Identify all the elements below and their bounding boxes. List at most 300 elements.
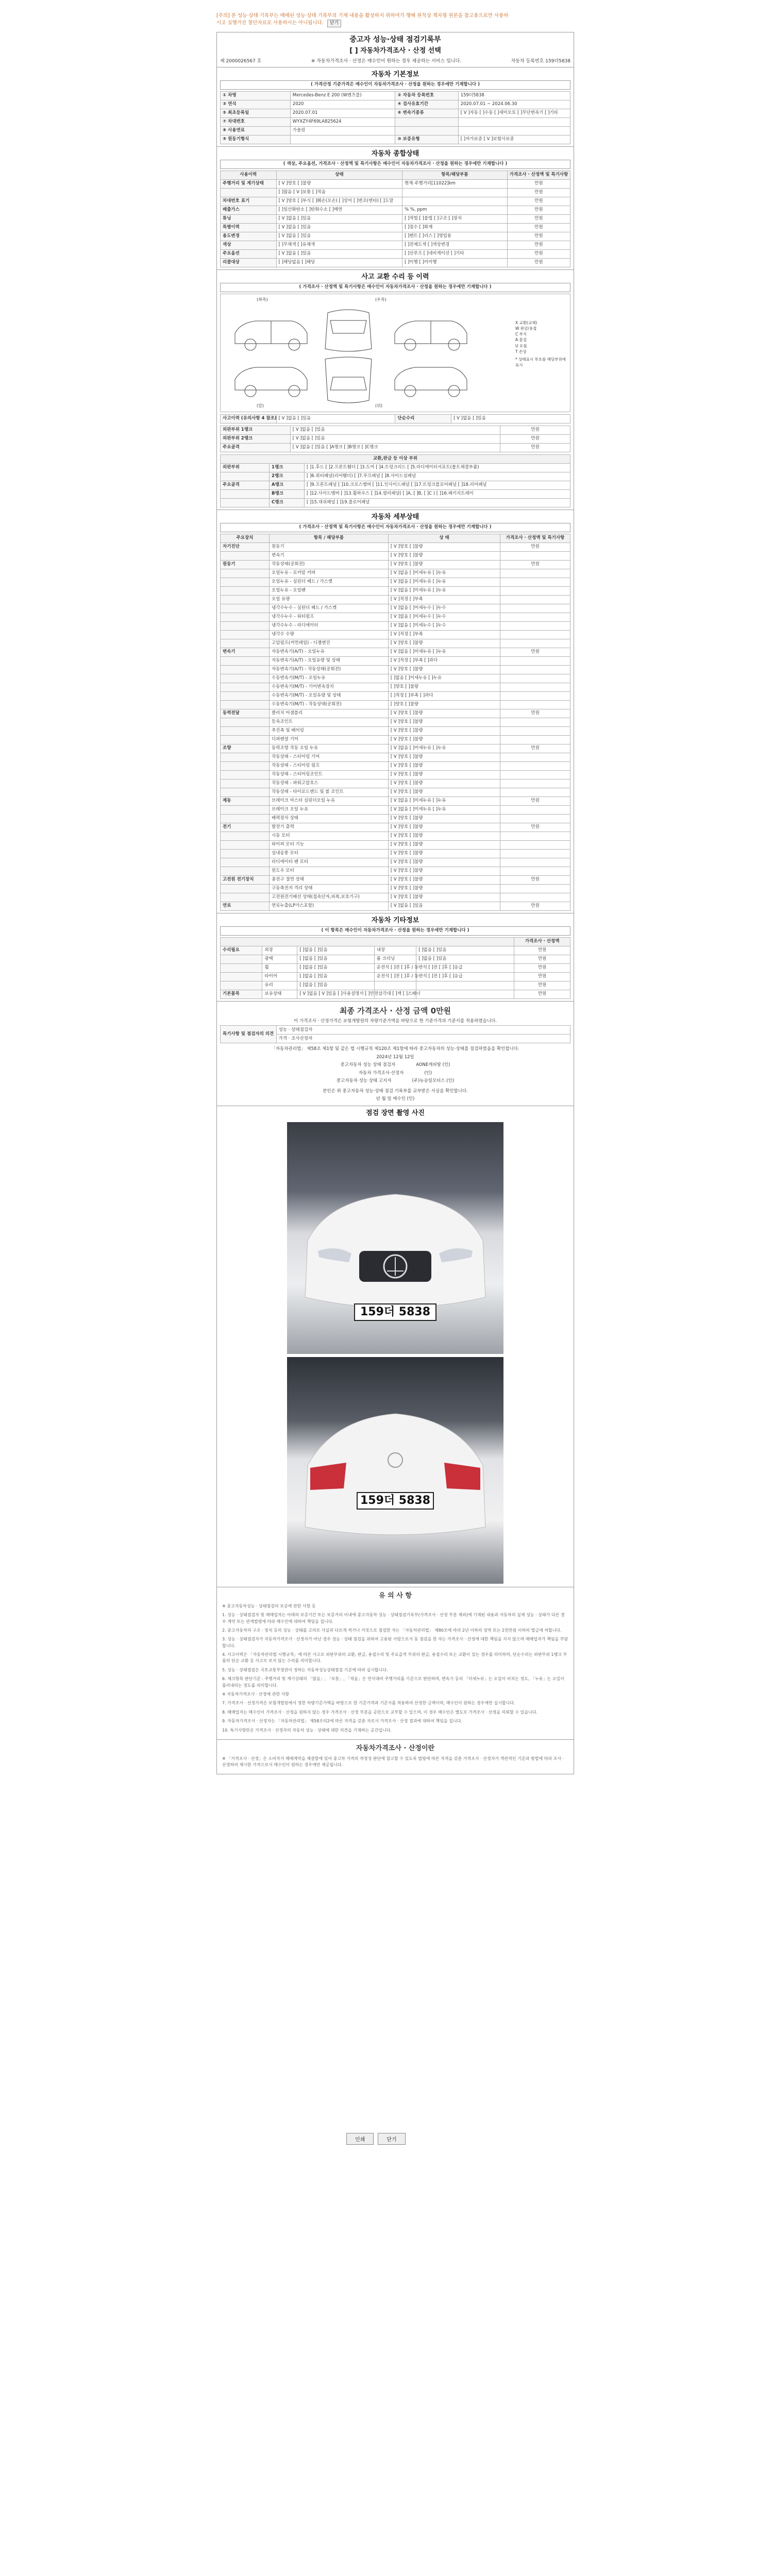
detail-cell xyxy=(500,656,570,665)
detail-cell xyxy=(500,613,570,621)
detail-cell xyxy=(221,840,270,849)
overall-cell: 만원 xyxy=(507,232,570,241)
detail-cell: 전기 xyxy=(221,823,270,832)
detail-cell: 변속기 xyxy=(270,551,389,560)
basic-value xyxy=(458,117,570,126)
exterior-cell: [ ]1.후드 [ ]2.프론트휀더 [ ]3.도어 [ ]4.트렁크리드 [ ]5.라디에이터서포트(볼트체결부품) xyxy=(304,463,570,472)
detail-cell xyxy=(221,604,270,613)
detail-cell xyxy=(500,718,570,726)
detail-row xyxy=(221,893,570,902)
note-item: 3. 성능 · 상태점검자가 자동차가격조사 · 산정자가 아닌 경우 성능 · 상태 점검을 위하여 고용된 사람으로서 동 점검을 한 자는 가격조사 · 산정에 대한 책임을 지지 않으며 매매업자가 책임을 부담합니다. xyxy=(222,1637,568,1648)
detail-row xyxy=(221,726,570,735)
basic-value: 2020.07.01 xyxy=(290,109,395,117)
detail-cell xyxy=(500,569,570,578)
detail-header: 주요장치 xyxy=(221,534,270,543)
detail-cell: 오일누유 - 오일팬 xyxy=(270,586,389,595)
detail-cell: 오일누유 - 로커암 커버 xyxy=(270,569,389,578)
other-cell xyxy=(221,981,262,990)
overall-cell: [ V ]없음 [ ]있음 xyxy=(276,249,402,258)
detail-cell: 자동변속기(A/T) - 오일누유 xyxy=(270,648,389,656)
basic-value xyxy=(290,135,395,144)
detail-row xyxy=(221,823,570,832)
detail-row xyxy=(221,805,570,814)
detail-cell xyxy=(221,578,270,586)
legend-item: U 요철 xyxy=(515,343,527,348)
detail-cell xyxy=(221,788,270,796)
overall-cell: 주요옵션 xyxy=(221,249,277,258)
basic-section-note: ( 가격산정 기준가격은 매수인이 자동차가격조사 · 산정을 원하는 경우에만 기재합니다 ) xyxy=(220,80,570,89)
overall-cell: 색상 xyxy=(221,241,277,249)
detail-cell xyxy=(500,578,570,586)
overall-cell: 만원 xyxy=(507,197,570,206)
detail-cell xyxy=(221,770,270,779)
detail-cell: [ V ]양호 [ ]불량 xyxy=(388,639,500,648)
special-label: 특기사항 및 점검자의 의견 xyxy=(221,1026,277,1043)
front-photo xyxy=(287,1122,503,1354)
basic-label: ② 자동차 등록번호 xyxy=(395,91,458,100)
other-row xyxy=(221,946,570,955)
detail-cell: 충전구 절연 상태 xyxy=(270,875,389,884)
accident-cell: 주요골격 xyxy=(221,443,291,452)
detail-row xyxy=(221,613,570,621)
car-rear-icon xyxy=(287,1357,503,1584)
detail-row xyxy=(221,753,570,761)
exterior-cell: 2랭크 xyxy=(270,472,305,481)
other-cell: 유리 xyxy=(262,981,297,990)
overall-row xyxy=(221,241,570,249)
detail-cell xyxy=(221,691,270,700)
doc-note: ※ 자동차가격조사 · 산정은 매수인이 원하는 경우 제공하는 서비스 입니다. xyxy=(311,59,462,64)
other-cell: 내장 xyxy=(374,946,416,955)
accident-section-title: 사고 교환 수리 등 이력 xyxy=(217,269,574,283)
rear-photo xyxy=(287,1357,503,1584)
detail-row xyxy=(221,840,570,849)
legend-item: A 흠집 xyxy=(515,337,527,343)
overall-cell: 만원 xyxy=(507,206,570,214)
detail-cell: 브레이크 마스터 실린더오일 누유 xyxy=(270,796,389,805)
sig2-value: (인) xyxy=(424,1070,432,1076)
inspection-document xyxy=(216,32,574,1774)
other-cell xyxy=(416,981,514,990)
detail-cell: [ V ]없음 [ ]미세누유 [ ]누유 xyxy=(388,569,500,578)
detail-section-note: ( 가격조사 · 산정액 및 특기사항은 매수인이 자동차가격조사 · 산정을 원하는 경우에만 기재합니다 ) xyxy=(220,523,570,532)
detail-cell: 만원 xyxy=(500,560,570,569)
detail-row xyxy=(221,735,570,744)
appraisal-definition-text: ※ 「가격조사 · 산정」은 소비자가 매매계약을 체결함에 있어 중고차 가격의 적정성 판단에 참고할 수 있도록 법령에 따른 자격을 갖춘 가격조사 · 산정자가 객관적인 기준과 방법에 따라 조사 · 산정하여 제시한 가격으로서 매수인이 원하는 경우에만 제공됩니다. xyxy=(222,1756,564,1767)
basic-value: [ ]자가보증 [ V ]보험사보증 xyxy=(458,135,570,144)
detail-cell: [ V ]양호 [ ]불량 xyxy=(388,753,500,761)
other-cell: [ ]없음 [ ]있음 xyxy=(297,955,374,963)
overall-cell: [ ]이행 [ ]미이행 xyxy=(402,258,508,267)
basic-row xyxy=(221,109,570,117)
document-title: 중고자 성능·상태 점검기록부 xyxy=(349,36,441,44)
detail-cell xyxy=(500,621,570,630)
detail-row xyxy=(221,648,570,656)
other-row xyxy=(221,963,570,972)
detail-cell: [ V ]양호 [ ]불량 xyxy=(388,779,500,788)
special-row-inspector: 성능 · 상태점검자 xyxy=(276,1026,570,1035)
accident-rank-row xyxy=(221,426,570,434)
detail-cell: [ V ]없음 [ ]미세누유 [ ]누유 xyxy=(388,586,500,595)
detail-cell: [ V ]양호 [ ]불량 xyxy=(388,543,500,551)
detail-header: 가격조사 · 산정액 및 특기사항 xyxy=(500,534,570,543)
detail-cell: [ ]적정 [ ]부족 [ ]과다 xyxy=(388,691,500,700)
detail-row xyxy=(221,674,570,683)
detail-cell: [ V ]양호 [ ]불량 xyxy=(388,735,500,744)
detail-cell xyxy=(500,788,570,796)
overall-cell: 주행거리 및 계기상태 xyxy=(221,179,277,188)
other-row xyxy=(221,990,570,998)
detail-cell xyxy=(221,656,270,665)
detail-cell xyxy=(221,674,270,683)
detail-cell: 냉각수누수 - 라디에이터 xyxy=(270,621,389,630)
detail-cell xyxy=(221,735,270,744)
reg-info xyxy=(511,58,570,64)
close-button[interactable]: 닫기 xyxy=(378,2133,405,2145)
receipt-signature: 년 월 일 매수인 (인) xyxy=(376,1096,415,1102)
basic-label: ⑥ 변속기종류 xyxy=(395,109,458,117)
sig3-value: (주)뉴승일모터스 (인) xyxy=(412,1078,455,1084)
accident-section-note: ( 가격조사 · 산정액 및 특기사항은 매수인이 자동차가격조사 · 산정을 원하는 경우에만 기재합니다 ) xyxy=(220,283,570,292)
overall-cell: [ ]많음 [ V ]보통 [ ]적음 xyxy=(276,188,402,197)
detail-row xyxy=(221,788,570,796)
other-cell: 타이어 xyxy=(262,972,297,981)
detail-cell: 자동변속기(A/T) - 작동상태(공회전) xyxy=(270,665,389,674)
detail-cell: [ V ]없음 [ ]미세누수 [ ]누수 xyxy=(388,621,500,630)
accident-cell: 외판부위 2랭크 xyxy=(221,434,291,443)
appraisal-definition-title: 자동차가격조사 · 산정이란 xyxy=(217,1739,574,1756)
detail-cell xyxy=(221,858,270,867)
note-item: 8. 매매업자는 매수인이 가격조사 · 산정을 원하지 않는 경우 가격조사 · 산정 부분을 공란으로 교부할 수 있으며, 이 경우 매수인은 별도로 가격조사 · 산정을 의뢰할 수 있습니다. xyxy=(222,1709,537,1715)
detail-cell: 연료누출(LP가스포함) xyxy=(270,902,389,910)
other-cell: 운전석 [ ]전 [ ]후 / 동반석 [ ]전 [ ]후 [ ]응급 xyxy=(374,972,416,981)
overall-cell: [ V ]없음 [ ]있음 xyxy=(276,223,402,232)
exterior-row xyxy=(221,498,570,507)
special-row-appraiser: 가격 · 조사산정자 xyxy=(276,1035,570,1043)
detail-cell xyxy=(500,604,570,613)
notes-heading: ※ 중고자동차성능 · 상태점검의 보증에 관한 사항 등 xyxy=(222,1603,316,1608)
basic-label xyxy=(395,126,458,135)
detail-cell xyxy=(500,726,570,735)
detail-cell: 고전원 전기장치 xyxy=(221,875,270,884)
overall-cell: [ ]무채색 [ ]유채색 xyxy=(276,241,402,249)
basic-label: ⑦ 차대번호 xyxy=(221,117,291,126)
detail-cell: 배력장치 상태 xyxy=(270,814,389,823)
notice-banner xyxy=(216,12,510,27)
detail-cell xyxy=(221,569,270,578)
other-price-cell: 만원 xyxy=(514,955,570,963)
detail-cell: [ V ]적정 [ ]부족 xyxy=(388,595,500,604)
exterior-cell xyxy=(221,472,270,481)
front-license-plate: 159더 5838 xyxy=(354,1303,436,1321)
detail-cell: [ V ]양호 [ ]불량 xyxy=(388,814,500,823)
detail-row xyxy=(221,630,570,639)
detail-row xyxy=(221,578,570,586)
detail-cell: [ ]양호 [ ]불량 xyxy=(388,700,500,709)
detail-cell xyxy=(221,665,270,674)
notes-body xyxy=(217,1603,574,1739)
receipt-text: 본인은 위 중고자동차 성능·상태 점검 기록부를 교부받은 사실을 확인합니다. xyxy=(323,1088,468,1094)
exterior-cell xyxy=(221,498,270,507)
detail-cell: 수동변속기(M/T) - 기어변속장치 xyxy=(270,683,389,691)
overall-cell xyxy=(402,188,508,197)
basic-label: ⑧ 사용연료 xyxy=(221,126,291,135)
other-price-cell: 만원 xyxy=(514,946,570,955)
detail-cell: [ V ]양호 [ ]불량 xyxy=(388,665,500,674)
accident-table xyxy=(220,414,570,423)
overall-cell: [ ]일산화탄소 [ ]탄화수소 [ ]매연 xyxy=(276,206,402,214)
simple-repair-value: [ V ]없음 [ ]있음 xyxy=(451,414,570,423)
detail-cell xyxy=(500,691,570,700)
exterior-cell: C랭크 xyxy=(270,498,305,507)
detail-cell xyxy=(221,814,270,823)
reg-value: 159더5838 xyxy=(545,59,570,64)
basic-row xyxy=(221,135,570,144)
accident-cell: [ V ]없음 [ ]있음 xyxy=(290,434,500,443)
legend-item: W 판금/용접 xyxy=(515,326,537,331)
detail-cell xyxy=(221,613,270,621)
note-item: 10. 특기사항란은 가격조사 · 산정자의 자동차 성능 · 상태에 대한 의견을 기재하는 공간입니다. xyxy=(222,1727,392,1733)
detail-cell: [ V ]없음 [ ]미세누유 [ ]누유 xyxy=(388,578,500,586)
detail-cell: [ V ]양호 [ ]불량 xyxy=(388,849,500,858)
note-item: 7. 가격조사 · 산정가격은 보험개발원에서 정한 차량기준가액을 바탕으로 한 기준가격과 기준서를 적용하여 산정한 금액이며, 매수인이 원하는 경우에만 실시합니다. xyxy=(222,1701,515,1706)
overall-cell: [ ]전체도색 [ ]색상변경 xyxy=(402,241,508,249)
detail-cell: 원동기 xyxy=(270,543,389,551)
photos-section-title: 점검 장면 촬영 사진 xyxy=(217,1106,574,1120)
history-label: 사고이력 (유의사항 4 참조) xyxy=(221,414,277,423)
overall-row xyxy=(221,179,570,188)
other-cell xyxy=(416,990,514,998)
detail-cell: 만원 xyxy=(500,823,570,832)
detail-cell xyxy=(500,867,570,875)
detail-row xyxy=(221,604,570,613)
other-cell: [ ]없음 [ ]있음 xyxy=(297,963,374,972)
exterior-cell: 1랭크 xyxy=(270,463,305,472)
detail-cell: 작동상태 - 파워고압호스 xyxy=(270,779,389,788)
overall-cell xyxy=(402,197,508,206)
overall-cell: 현재 주행거리[11022]km xyxy=(402,179,508,188)
damage-legend xyxy=(515,320,567,368)
detail-cell: [ V ]없음 [ ]미세누수 [ ]누수 xyxy=(388,613,500,621)
basic-value: 159더5838 xyxy=(458,91,570,100)
sig3-label: 중고자동차 성능 상태 고지자 xyxy=(336,1078,392,1084)
detail-cell: 고전원전기배선 상태(접속단자,피복,보호기구) xyxy=(270,893,389,902)
overall-cell: 특별이력 xyxy=(221,223,277,232)
detail-cell: 작동상태 - 스티어링 기어 xyxy=(270,753,389,761)
detail-row xyxy=(221,595,570,604)
final-line1: 이 가격조사 · 산정가격은 보험개발원의 차량기준가액을 바탕으로 한 기준가격과 기준서를 적용하였습니다. xyxy=(294,1018,497,1024)
parts-subtitle: 교환,판금 등 이상 부위 xyxy=(221,454,570,463)
doc-number: 제 2000026567 호 xyxy=(220,59,262,64)
detail-row xyxy=(221,796,570,805)
detail-row xyxy=(221,586,570,595)
history-value: [ V ]없음 [ ]있음 xyxy=(276,414,395,423)
rear-label: (뒤) xyxy=(375,403,382,408)
detail-row xyxy=(221,656,570,665)
detail-cell: 냉각수누수 - 실린더 헤드 / 가스켓 xyxy=(270,604,389,613)
detail-cell: 동력조향 작동 오일 누유 xyxy=(270,744,389,753)
other-price-head: 가격조사 · 산정액 xyxy=(514,937,570,946)
detail-cell: 작동상태 - 타이로드엔드 및 볼 조인트 xyxy=(270,788,389,796)
detail-cell xyxy=(221,867,270,875)
other-section-title: 자동차 기타정보 xyxy=(217,913,574,927)
accident-rank-table xyxy=(220,426,570,452)
basic-label: ① 차명 xyxy=(221,91,291,100)
overall-cell: [ ]렌트 [ ]리스 [ ]영업용 xyxy=(402,232,508,241)
detail-cell xyxy=(221,849,270,858)
exterior-cell: [ ]9.프론트패널 [ ]10.크로스멤버 [ ]11.인사이드패널 [ ]17.트렁크플로어패널 [ ]18.리어패널 xyxy=(304,481,570,489)
overall-cell xyxy=(221,188,277,197)
detail-cell xyxy=(221,805,270,814)
detail-row xyxy=(221,683,570,691)
note-item: ※ 자동차가격조사 · 산정에 관한 사항 xyxy=(222,1692,290,1697)
overall-cell: [ V ]양호 [ ]부식 [ ]훼손(오손) [ ]상이 [ ]변조(변타) [ ]도말 xyxy=(276,197,402,206)
detail-cell: [ V ]양호 [ ]불량 xyxy=(388,823,500,832)
detail-cell xyxy=(500,595,570,604)
basic-info-table xyxy=(220,91,570,144)
detail-cell: [ V ]적정 [ ]부족 xyxy=(388,630,500,639)
detail-cell: 냉각수 수량 xyxy=(270,630,389,639)
other-cell: 기본품목 xyxy=(221,990,262,998)
detail-cell: [ V ]양호 [ ]불량 xyxy=(388,709,500,718)
detail-cell xyxy=(221,761,270,770)
basic-row xyxy=(221,117,570,126)
detail-cell: 구동축전지 격리 상태 xyxy=(270,884,389,893)
detail-cell: 수동변속기(M/T) - 작동상태(공회전) xyxy=(270,700,389,709)
detail-cell: 시동 모터 xyxy=(270,832,389,840)
signature-row-1 xyxy=(217,1061,574,1069)
document-subtitle: [ ] 자동차가격조사 · 산정 선택 xyxy=(349,46,441,55)
detail-row xyxy=(221,709,570,718)
detail-row xyxy=(221,718,570,726)
sig2-label: 자동차 가격조사·산정자 xyxy=(358,1070,404,1076)
detail-cell: 브레이크 오일 누유 xyxy=(270,805,389,814)
detail-cell: [ V ]양호 [ ]불량 xyxy=(388,840,500,849)
detail-cell: 실내송풍 모터 xyxy=(270,849,389,858)
detail-cell: 만원 xyxy=(500,744,570,753)
detail-cell: 만원 xyxy=(500,902,570,910)
overall-cell: 리콜대상 xyxy=(221,258,277,267)
detail-row xyxy=(221,770,570,779)
final-line2: 「자동차관리법」 제58조 제1항 및 같은 법 시행규칙 제120조 제1항에 따라 중고자동차의 성능·상태를 점검하였음을 확인합니다. xyxy=(271,1046,519,1052)
detail-cell: [ V ]양호 [ ]불량 xyxy=(388,726,500,735)
note-item: 9. 자동차가격조사 · 산정자는 「자동차관리법」 제58조의2에 따른 자격을 갖춘 자로서 가격조사 · 산정 결과에 대하여 책임을 집니다. xyxy=(222,1719,462,1724)
basic-value: WYXZY4F69LA825624 xyxy=(290,117,395,126)
detail-cell: 고압펌프(커먼레일) - 디젤엔진 xyxy=(270,639,389,648)
accident-rank-row xyxy=(221,434,570,443)
car-diagram xyxy=(220,294,570,412)
detail-cell: [ ]없음 [ ]미세누유 [ ]누유 xyxy=(388,674,500,683)
exterior-cell: [ ]15.대쉬패널 [ ]19.플로어패널 xyxy=(304,498,570,507)
detail-row xyxy=(221,779,570,788)
detail-cell xyxy=(500,586,570,595)
note-item: 4. 사고이력은 「자동차관리법 시행규칙」에 따른 사고로 외판부위의 교환, 판금, 용접수리 및 주요골격 부위의 판금, 용접수리 또는 교환이 있는 경우를 의미하며, 단순수리는 외판부위 1랭크 부품의 단순 교환 등 사고로 보지 않는 수리를 의미합니다. xyxy=(222,1652,567,1664)
detail-cell: 만원 xyxy=(500,796,570,805)
detail-cell xyxy=(500,893,570,902)
overall-cell: 만원 xyxy=(507,179,570,188)
accident-cell: 만원 xyxy=(500,443,570,452)
detail-cell: [ V ]없음 [ ]미세누유 [ ]누유 xyxy=(388,796,500,805)
basic-value: Mercedes-Benz E 200 (W벤츠플) xyxy=(290,91,395,100)
detail-row xyxy=(221,902,570,910)
overall-header: 상태 xyxy=(276,171,402,179)
basic-row xyxy=(221,126,570,135)
detail-cell: 만원 xyxy=(500,875,570,884)
detail-row xyxy=(221,832,570,840)
exterior-cell: 주요골격 xyxy=(221,481,270,489)
other-price-cell: 만원 xyxy=(514,972,570,981)
detail-cell: 변속기 xyxy=(221,648,270,656)
detail-cell: 오일 유량 xyxy=(270,595,389,604)
basic-section-title: 자동차 기본정보 xyxy=(217,67,574,81)
exterior-cell: [ ]12.사이드멤버 [ ]13.휠하우스 [ ]14.필러패널( [ ]A, [ ]B, [ ]C ) [ ]16.패키지트레이 xyxy=(304,489,570,498)
detail-row xyxy=(221,551,570,560)
accident-rank-row xyxy=(221,443,570,452)
accident-cell: 외판부위 1랭크 xyxy=(221,426,291,434)
accident-cell: 만원 xyxy=(500,434,570,443)
detail-cell: 원동기 xyxy=(221,560,270,569)
detail-cell xyxy=(221,621,270,630)
detail-row xyxy=(221,665,570,674)
other-cell xyxy=(221,963,262,972)
detail-cell xyxy=(221,639,270,648)
detail-cell xyxy=(500,840,570,849)
detail-cell: [ V ]없음 [ ]미세누유 [ ]누유 xyxy=(388,805,500,814)
detail-cell: 제동 xyxy=(221,796,270,805)
basic-label: ⑩ 보증유형 xyxy=(395,135,458,144)
overall-cell: 만원 xyxy=(507,258,570,267)
exterior-parts-table xyxy=(220,454,570,507)
detail-cell xyxy=(221,586,270,595)
overall-row xyxy=(221,206,570,214)
other-price-cell: 만원 xyxy=(514,981,570,990)
other-info-table xyxy=(220,937,570,999)
detail-cell: [ V ]양호 [ ]불량 xyxy=(388,867,500,875)
other-price-cell: 만원 xyxy=(514,990,570,998)
detail-row xyxy=(221,691,570,700)
detail-row xyxy=(221,639,570,648)
overall-row xyxy=(221,232,570,241)
detail-row xyxy=(221,744,570,753)
overall-cell: 만원 xyxy=(507,223,570,232)
detail-cell: [ V ]없음 [ ]미세누수 [ ]누수 xyxy=(388,604,500,613)
overall-cell: 만원 xyxy=(507,249,570,258)
detail-cell: [ V ]없음 [ ]미세누유 [ ]누유 xyxy=(388,744,500,753)
overall-cell: [ V ]없음 [ ]있음 xyxy=(276,232,402,241)
other-row xyxy=(221,955,570,963)
detail-cell: 자기진단 xyxy=(221,543,270,551)
detail-cell: [ ]양호 [ ]불량 xyxy=(388,683,500,691)
overall-row xyxy=(221,223,570,232)
overall-cell: [ V ]없음 [ ]있음 xyxy=(276,214,402,223)
overall-status-table xyxy=(220,171,570,267)
print-button[interactable]: 인쇄 xyxy=(346,2133,374,2145)
detail-row xyxy=(221,814,570,823)
detail-cell xyxy=(221,832,270,840)
overall-cell: 용도변경 xyxy=(221,232,277,241)
notice-close-button[interactable]: 닫기 xyxy=(327,20,341,27)
detail-cell xyxy=(500,630,570,639)
note-item: 5. 성능 · 상태점검은 국토교통부장관이 정하는 자동차성능상태점검 기준에 따라 실시합니다. xyxy=(222,1667,388,1672)
detail-cell: [ V ]양호 [ ]불량 xyxy=(388,551,500,560)
detail-cell: [ V ]양호 [ ]불량 xyxy=(388,893,500,902)
overall-row xyxy=(221,258,570,267)
detail-row xyxy=(221,849,570,858)
other-cell xyxy=(221,972,262,981)
detail-cell: 냉각수누수 - 워터펌프 xyxy=(270,613,389,621)
other-cell xyxy=(221,955,262,963)
basic-value: [ V ]자동 [ ]수동 [ ]세미오토 [ ]무단변속기 [ ]기타 xyxy=(458,109,570,117)
